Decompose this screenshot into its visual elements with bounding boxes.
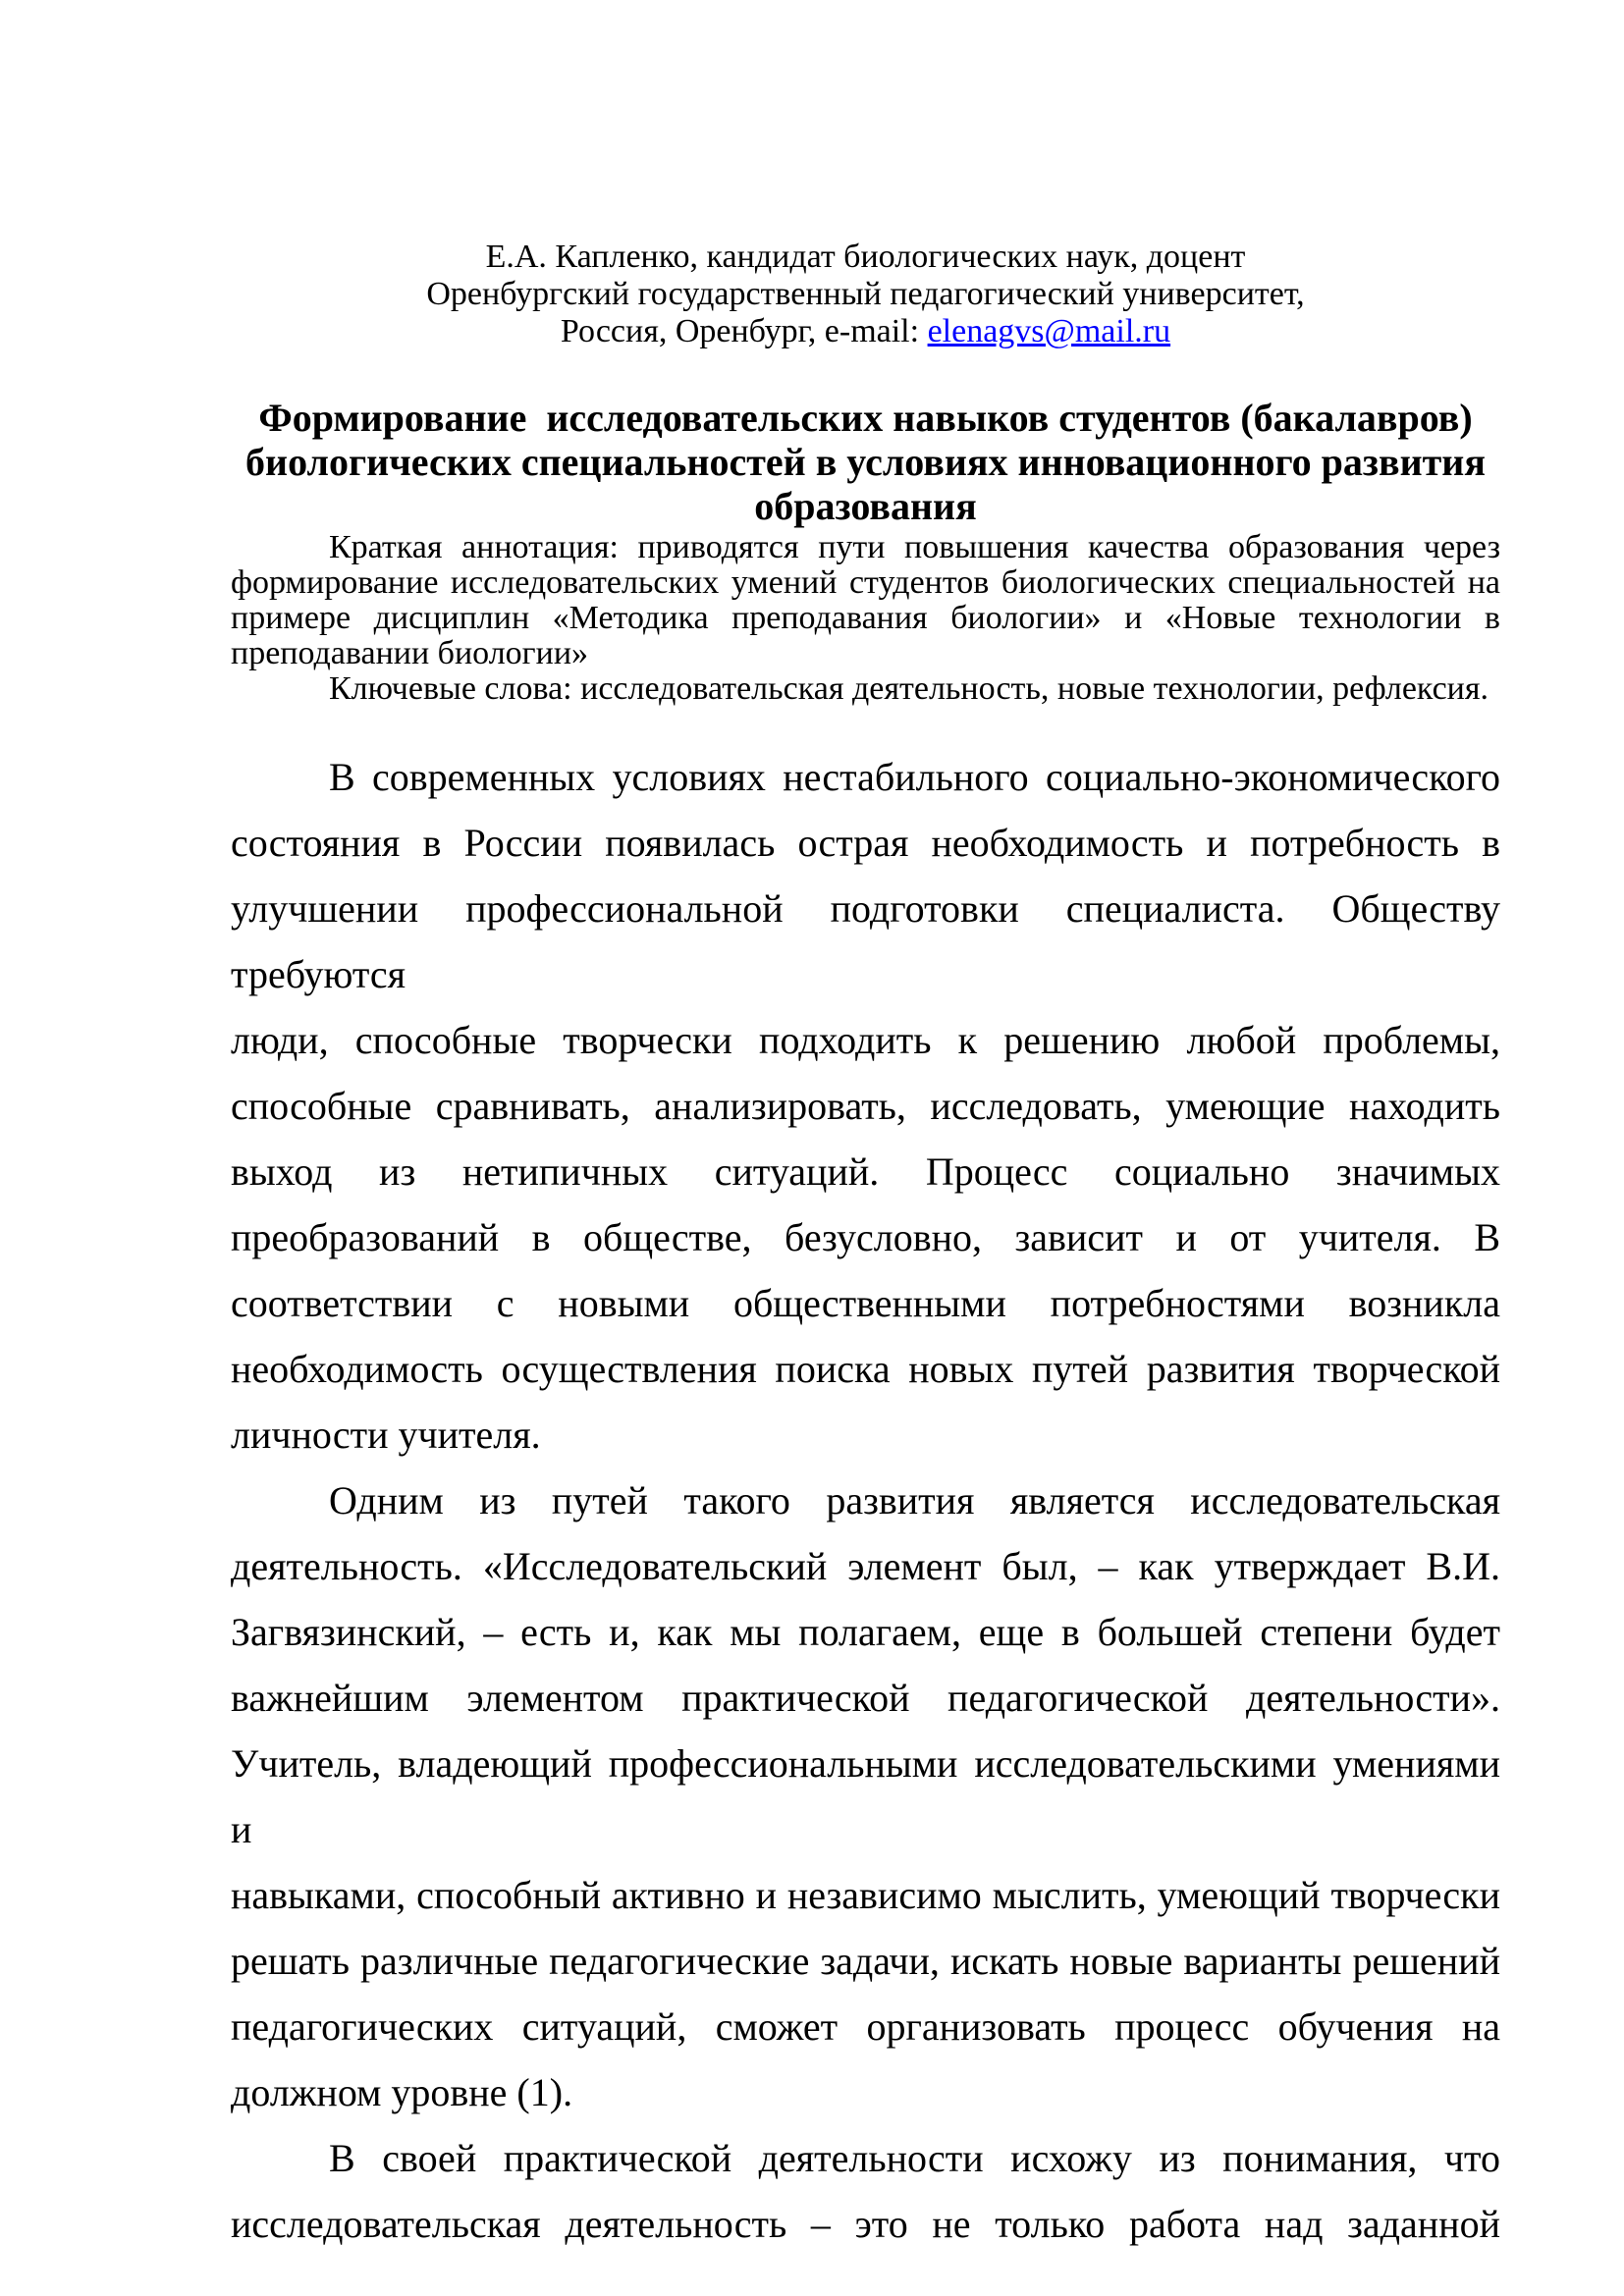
title-line-1: Формирование исследовательских навыков студентов (бакалавров)	[258, 396, 1473, 440]
contact-line	[231, 313, 1500, 350]
keywords-line: Ключевые слова: исследовательская деятельность, новые технологии, рефлексия.	[329, 670, 1489, 707]
body-line: В современных условиях нестабильного социально-экономического	[329, 755, 1500, 799]
title-line-3: образования	[754, 484, 977, 528]
body-line: деятельность. «Исследовательский элемент был, – как утверждает В.И.	[231, 1544, 1500, 1588]
page-content	[231, 0, 1500, 2257]
abstract-block	[231, 530, 1500, 707]
body-line: соответствии с новыми общественными потребностями возникла	[231, 1281, 1500, 1325]
body-line: Одним из путей такого развития является исследовательская	[329, 1478, 1500, 1522]
abstract-line: преподавании биологии»	[231, 635, 589, 671]
body-paragraph	[231, 744, 1500, 1468]
body-line: навыками, способный активно и независимо мыслить, умеющий творчески	[231, 1873, 1500, 1917]
body-paragraph	[231, 2125, 1500, 2257]
abstract-line: формирование исследовательских умений студентов биологических специальностей на	[231, 564, 1500, 601]
body-line: необходимость осуществления поиска новых путей развития творческой	[231, 1347, 1500, 1391]
body-line: преобразований в обществе, безусловно, зависит и от учителя. В	[231, 1215, 1500, 1259]
body-line: педагогических ситуаций, сможет организовать процесс обучения на	[231, 2004, 1500, 2049]
affiliation-line: Оренбургский государственный педагогический университет,	[426, 276, 1305, 312]
abstract-line: примере дисциплин «Методика преподавания биологии» и «Новые технологии в	[231, 600, 1500, 636]
body-line: выход из нетипичных ситуаций. Процесс социально значимых	[231, 1149, 1500, 1194]
email-link[interactable]: elenagvs@mail.ru	[927, 313, 1171, 349]
body-line: решать различные педагогические задачи, искать новые варианты решений	[231, 1939, 1500, 1983]
title-line-2: биологических специальностей в условиях инновационного развития	[245, 440, 1486, 484]
article-body	[231, 744, 1500, 2257]
body-line: должном уровне (1).	[231, 2070, 573, 2114]
body-line: личности учителя.	[231, 1413, 541, 1457]
body-line: Загвязинский, – есть и, как мы полагаем, еще в большей степени будет	[231, 1610, 1500, 1654]
body-line: В своей практической деятельности исхожу из понимания, что	[329, 2136, 1500, 2180]
body-line: люди, способные творчески подходить к решению любой проблемы,	[231, 1018, 1500, 1062]
body-line: исследовательская деятельность – это не только работа над заданной	[231, 2202, 1500, 2246]
author-line: Е.А. Капленко, кандидат биологических наук, доцент	[485, 239, 1246, 275]
body-line: улучшении профессиональной подготовки специалиста. Обществу требуются	[231, 886, 1500, 996]
body-line: важнейшим элементом практической педагогической деятельности».	[231, 1676, 1500, 1720]
contact-text: Россия, Оренбург, e-mail:	[560, 313, 928, 349]
abstract-paragraph	[231, 530, 1500, 671]
body-line: Учитель, владеющий профессиональными исследовательскими умениями и	[231, 1741, 1500, 1851]
article-title	[231, 396, 1500, 528]
abstract-line: Краткая аннотация: приводятся пути повышения качества образования через	[329, 529, 1500, 565]
body-line: состояния в России появилась острая необходимость и потребность в	[231, 821, 1500, 865]
author-block	[231, 239, 1500, 350]
body-line: способные сравнивать, анализировать, исследовать, умеющие находить	[231, 1084, 1500, 1128]
body-paragraph	[231, 1468, 1500, 2125]
